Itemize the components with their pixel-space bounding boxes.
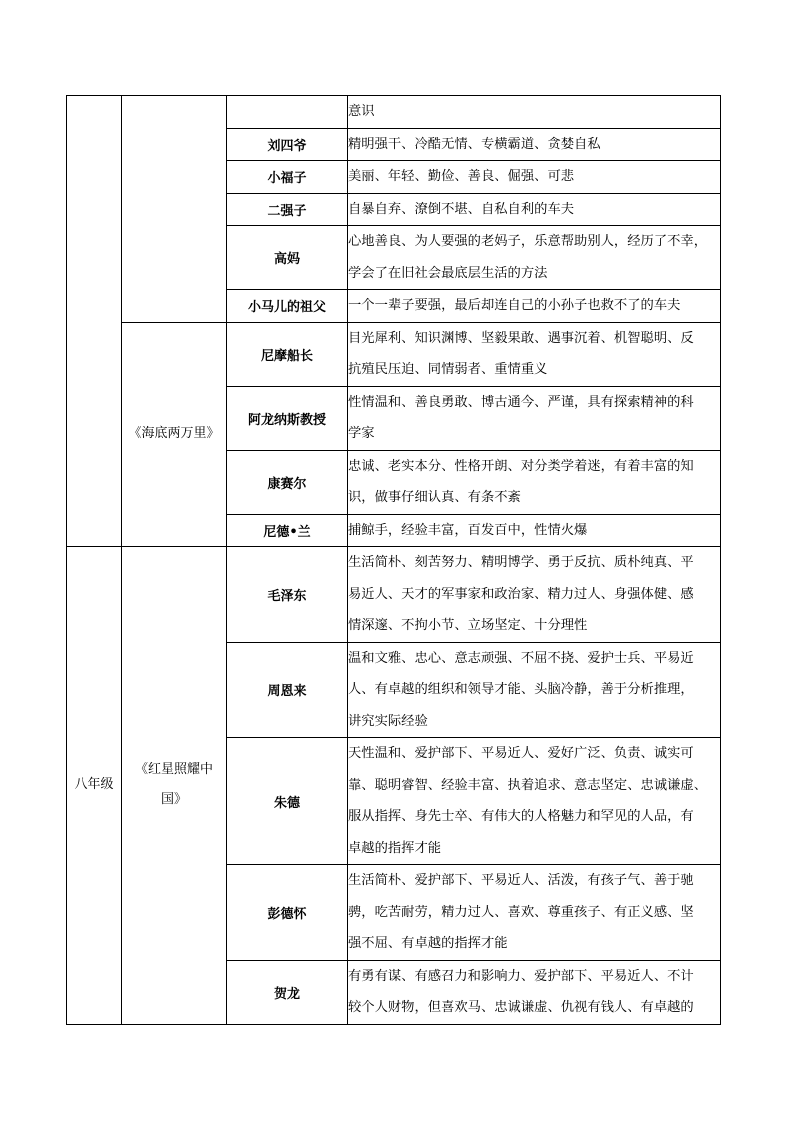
character-traits: 目光犀利、知识渊博、坚毅果敢、遇事沉着、机智聪明、反 抗殖民压迫、同情弱者、重情重义	[348, 322, 721, 386]
character-traits: 生活简朴、爱护部下、平易近人、活泼，有孩子气、善于驰 骋，吃苦耐劳，精力过人、喜欢、尊重孩子、有正义感、坚 强不屈、有卓越的指挥才能	[348, 865, 721, 961]
character-traits: 捕鲸手，经验丰富，百发百中，性情火爆	[348, 514, 721, 547]
character-name: 尼摩船长	[227, 322, 348, 386]
character-name: 贺龙	[227, 960, 348, 1024]
table-row	[67, 547, 721, 643]
character-name: 高妈	[227, 226, 348, 290]
character-traits: 生活简朴、刻苦努力、精明博学、勇于反抗、质朴纯真、平 易近人、天才的军事家和政治家、精力过人、身强体健、感 情深邃、不拘小节、立场坚定、十分理性	[348, 547, 721, 643]
character-traits: 意识	[348, 96, 721, 129]
character-name: 小福子	[227, 161, 348, 194]
book-cell	[122, 322, 227, 547]
character-table	[66, 95, 721, 1025]
character-name: 小马儿的祖父	[227, 290, 348, 323]
character-name: 毛泽东	[227, 547, 348, 643]
book-cell	[122, 547, 227, 1025]
grade-cell	[67, 547, 122, 1025]
character-name	[227, 96, 348, 129]
character-name: 尼德•兰	[227, 514, 348, 547]
character-traits: 性情温和、善良勇敢、博古通今、严谨，具有探索精神的科 学家	[348, 386, 721, 450]
book-title: 《海底两万里》	[128, 426, 220, 442]
character-name: 彭德怀	[227, 865, 348, 961]
character-traits: 心地善良、为人要强的老妈子，乐意帮助别人，经历了不幸， 学会了在旧社会最底层生活的方法	[348, 226, 721, 290]
character-name: 二强子	[227, 193, 348, 226]
character-traits: 自暴自弃、潦倒不堪、自私自利的车夫	[348, 193, 721, 226]
book-cell-luotuo	[122, 96, 227, 323]
book-title: 《红星照耀中国》	[134, 762, 213, 808]
character-name: 刘四爷	[227, 128, 348, 161]
character-traits: 天性温和、爱护部下、平易近人、爱好广泛、负责、诚实可 靠、聪明睿智、经验丰富、执着追求、意志坚定、忠诚谦虚、 服从指挥、身先士卒、有伟大的人格魅力和罕见的人品，有 卓越的指挥才能	[348, 738, 721, 865]
grade-cell-empty	[67, 96, 122, 547]
character-name: 周恩来	[227, 642, 348, 738]
character-traits: 精明强干、冷酷无情、专横霸道、贪婪自私	[348, 128, 721, 161]
character-traits: 美丽、年轻、勤俭、善良、倔强、可悲	[348, 161, 721, 194]
character-traits: 忠诚、老实本分、性格开朗、对分类学着迷，有着丰富的知 识，做事仔细认真、有条不紊	[348, 450, 721, 514]
character-traits: 温和文雅、忠心、意志顽强、不屈不挠、爱护士兵、平易近 人、有卓越的组织和领导才能、头脑冷静，善于分析推理， 讲究实际经验	[348, 642, 721, 738]
character-name: 康赛尔	[227, 450, 348, 514]
character-traits: 有勇有谋、有感召力和影响力、爱护部下、平易近人、不计 较个人财物，但喜欢马、忠诚谦虚、仇视有钱人、有卓越的	[348, 960, 721, 1024]
grade-label: 八年级	[74, 777, 114, 793]
character-traits: 一个一辈子要强，最后却连自己的小孙子也救不了的车夫	[348, 290, 721, 323]
table-row	[67, 96, 721, 129]
character-name: 阿龙纳斯教授	[227, 386, 348, 450]
character-name: 朱德	[227, 738, 348, 865]
table-row	[67, 322, 721, 386]
